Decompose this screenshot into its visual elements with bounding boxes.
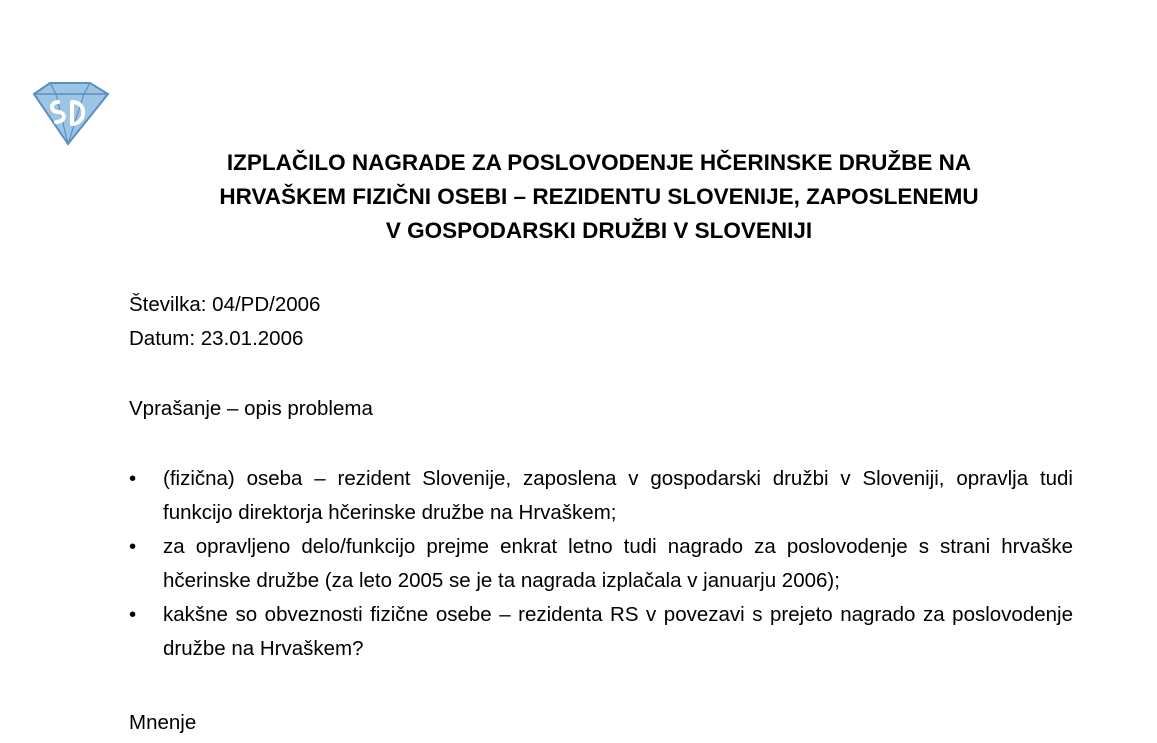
document-number: Številka: 04/PD/2006 [129,293,321,316]
diamond-logo-icon [28,80,112,148]
title-line-1: IZPLAČILO NAGRADE ZA POSLOVODENJE HČERINSKE DRUŽBE NA [226,150,972,175]
list-item [129,530,1073,598]
company-logo [28,80,112,148]
bullet-icon: • [129,603,137,626]
list-item-text: za opravljeno delo/funkcijo prejme enkrat letno tudi nagrado za poslovodenje s strani hrvaške hčerinske družbe (za leto 2005 se je ta nagrada izplačala v januarju 2006); [163,535,1073,592]
list-item-text: kakšne so obveznosti fizične osebe – rezidenta RS v povezavi s prejeto nagrado za poslovodenje družbe na Hrvaškem? [163,603,1073,660]
list-item [129,462,1073,530]
list-item [129,598,1073,666]
document-meta [129,288,320,356]
list-item-text: (fizična) oseba – rezident Slovenije, zaposlena v gospodarski družbi v Sloveniji, opravlja tudi funkcijo direktorja hčerinske družbe na Hrvaškem; [163,467,1073,524]
bullet-icon: • [129,467,137,490]
title-line-3: V GOSPODARSKI DRUŽBI V SLOVENIJI [385,218,813,243]
bullet-icon: • [129,535,137,558]
question-bullet-list [129,462,1073,666]
question-heading: Vprašanje – opis problema [129,397,373,420]
title-line-2: HRVAŠKEM FIZIČNI OSEBI – REZIDENTU SLOVENIJE, ZAPOSLENEMU [219,184,979,209]
document-date: Datum: 23.01.2006 [129,327,304,350]
document-title [120,146,1078,248]
opinion-heading: Mnenje [129,711,197,734]
